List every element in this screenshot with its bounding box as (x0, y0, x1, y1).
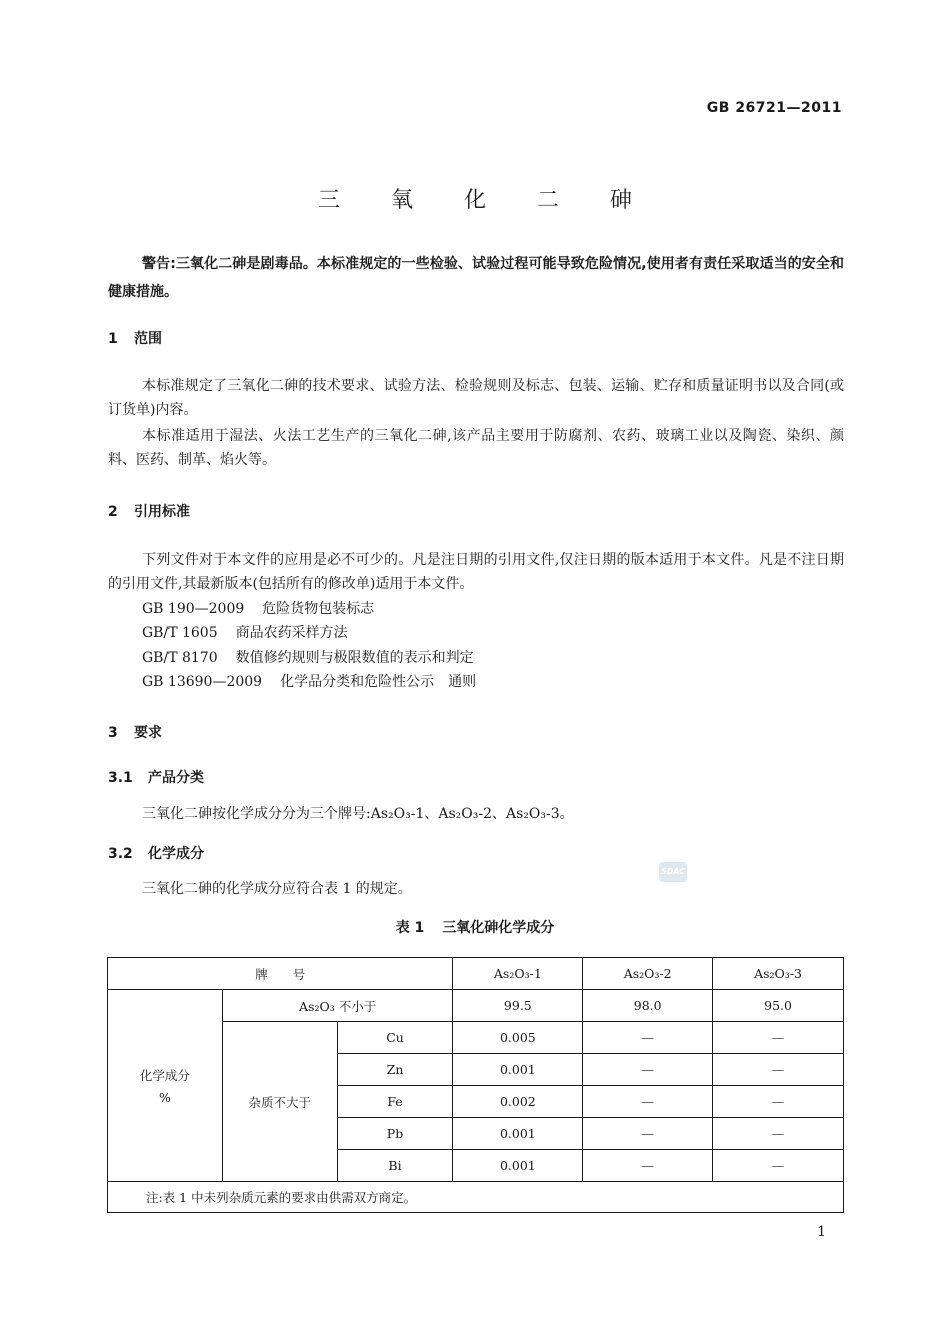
table-header-row (108, 958, 844, 990)
column-header: As₂O₃-1 (453, 958, 583, 990)
section-title: 化学成分 (148, 846, 204, 862)
reference-name: 危险货物包装标志 (262, 601, 375, 617)
section-number: 3.2 (108, 846, 133, 862)
section-3-1-text (108, 802, 844, 826)
element-cell: Cu (337, 1022, 453, 1054)
classification-text: 三氧化二砷按化学成分分为三个牌号: (142, 806, 371, 822)
reference-item (142, 670, 476, 694)
separator: 、 (424, 806, 439, 822)
section-3-heading (108, 722, 162, 742)
section-title: 引用标准 (134, 504, 190, 520)
sentence-end: 。 (559, 806, 574, 822)
section-1-paragraph-1: 本标准规定了三氧化二砷的技术要求、试验方法、检验规则及标志、包装、运输、贮存和质量证明书以及合同(或订货单)内容。 (108, 378, 844, 418)
reference-name: 商品农药采样方法 (235, 625, 348, 641)
main-component-label: As₂O₃ 不小于 (222, 990, 453, 1022)
chemical-composition-table (107, 957, 844, 1213)
unit-label: % (158, 1090, 171, 1105)
table-cell: 99.5 (453, 990, 583, 1022)
table-note: 注:表 1 中未列杂质元素的要求由供需双方商定。 (108, 1182, 844, 1213)
table-cell: 0.001 (453, 1054, 583, 1086)
separator: 、 (492, 806, 506, 822)
reference-item (142, 621, 348, 645)
table-cell: 0.001 (453, 1150, 583, 1182)
table-cell: 0.002 (453, 1086, 583, 1118)
table-cell: 98.0 (583, 990, 713, 1022)
section-number: 1 (108, 331, 118, 347)
table-cell: — (583, 1150, 713, 1182)
section-number: 3 (108, 725, 118, 741)
section-2-intro: 下列文件对于本文件的应用是必不可少的。凡是注日期的引用文件,仅注日期的版本适用于本文件。凡是不注日期的引用文件,其最新版本(包括所有的修改单)适用于本文件。 (108, 552, 844, 592)
table-cell: — (583, 1086, 713, 1118)
grade-header: 牌 号 (108, 958, 453, 990)
section-title: 范围 (134, 331, 162, 347)
table-cell: — (583, 1022, 713, 1054)
table-row (108, 990, 844, 1022)
section-number: 2 (108, 504, 118, 520)
section-number: 3.1 (108, 770, 133, 786)
section-3-2-heading (108, 843, 204, 863)
reference-code: GB 190—2009 (142, 601, 245, 617)
table-cell: — (713, 1086, 844, 1118)
section-3-2-text: 三氧化二砷的化学成分应符合表 1 的规定。 (142, 881, 412, 897)
table-cell: — (583, 1054, 713, 1086)
element-cell: Zn (337, 1054, 453, 1086)
table-title: 三氧化砷化学成分 (442, 920, 555, 936)
reference-code: GB/T 8170 (142, 650, 218, 666)
row-group-label (108, 990, 223, 1182)
document-title: 三 氧 化 二 砷 (318, 188, 654, 213)
column-header: As₂O₃-2 (583, 958, 713, 990)
reference-name: 化学品分类和危险性公示 通则 (280, 674, 477, 690)
table-cell: 95.0 (713, 990, 844, 1022)
element-cell: Fe (337, 1086, 453, 1118)
table-cell: — (713, 1054, 844, 1086)
composition-label: 化学成分 (139, 1068, 190, 1083)
impurity-group-label: 杂质不大于 (222, 1022, 337, 1182)
table-caption (0, 917, 950, 937)
element-cell: Pb (337, 1118, 453, 1150)
grade-name: As₂O₃-3 (506, 806, 560, 822)
table-label: 表 1 (395, 920, 425, 936)
section-1-heading (108, 328, 162, 348)
section-1-paragraph-2: 本标准适用于湿法、火法工艺生产的三氧化二砷,该产品主要用于防腐剂、农药、玻璃工业以及陶瓷、染织、颜料、医药、制革、焰火等。 (108, 428, 844, 468)
reference-item (142, 646, 474, 670)
standard-code: GB 26721—2011 (706, 100, 842, 116)
table-cell: — (583, 1118, 713, 1150)
page-number: 1 (817, 1224, 826, 1240)
table-cell: 0.005 (453, 1022, 583, 1054)
warning-paragraph: 警告:三氧化二砷是剧毒品。本标准规定的一些检验、试验过程可能导致危险情况,使用者有责任采取适当的安全和健康措施。 (108, 256, 844, 300)
table-cell: — (713, 1150, 844, 1182)
section-title: 要求 (134, 725, 162, 741)
watermark-logo: SDAC (659, 862, 687, 882)
table-cell: — (713, 1022, 844, 1054)
table-note-row (108, 1182, 844, 1213)
element-cell: Bi (337, 1150, 453, 1182)
grade-name: As₂O₃-1 (370, 806, 425, 822)
table-cell: — (713, 1118, 844, 1150)
reference-name: 数值修约规则与极限数值的表示和判定 (235, 650, 474, 666)
section-3-1-heading (108, 767, 204, 787)
table-cell: 0.001 (453, 1118, 583, 1150)
section-2-heading (108, 501, 190, 521)
section-title: 产品分类 (148, 770, 204, 786)
reference-item (142, 597, 374, 621)
reference-code: GB/T 1605 (142, 625, 218, 641)
reference-code: GB 13690—2009 (142, 674, 263, 690)
column-header: As₂O₃-3 (713, 958, 844, 990)
grade-name: As₂O₃-2 (438, 806, 492, 822)
